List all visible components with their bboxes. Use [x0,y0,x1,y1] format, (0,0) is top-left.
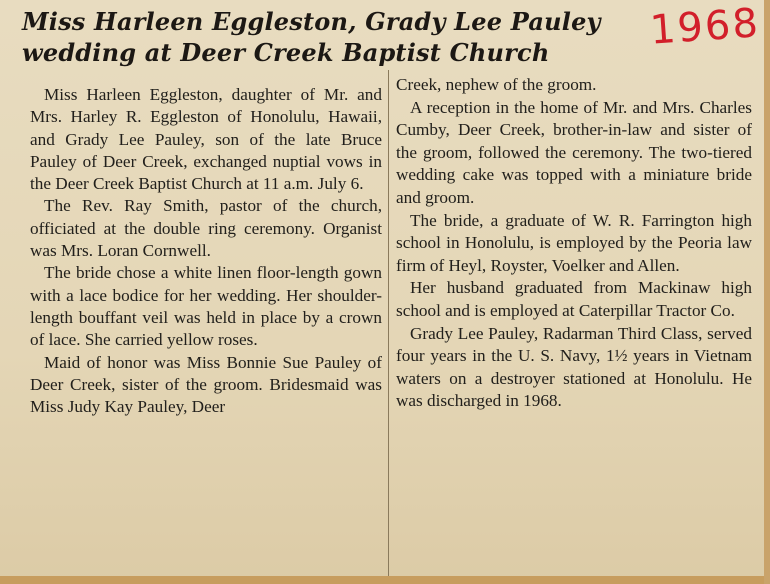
left-paragraph-1: Miss Harleen Eggleston, daughter of Mr. and Mrs. Harley R. Eggleston of Honolulu, Hawaii, and Grady Lee Pauley, son of the late Bruce Pauley of Deer Creek, exchanged nuptial vows in the Deer Creek Baptist Church at 11 a.m. July 6. [30,85,382,194]
right-paragraph-4: Her husband graduated from Mackinaw high school and is employed at Caterpillar Tractor Co. [396,278,752,320]
right-paragraph-3: The bride, a graduate of W. R. Farrington high school in Honolulu, is employed by the Peoria law firm of Heyl, Royster, Voelker and Allen. [396,210,752,275]
article-column-right [396,74,752,413]
background-right-edge [764,0,770,584]
right-paragraph-1: Creek, nephew of the groom. [396,75,597,94]
headline [22,6,662,68]
torn-bottom-edge [0,576,770,584]
column-divider [388,70,389,584]
handwritten-year-annotation: 1968 [648,0,762,54]
right-paragraph-5: Grady Lee Pauley, Radarman Third Class, served four years in the U. S. Navy, 1½ years in Vietnam waters on a destroyer stationed at Honolulu. He was discharged in 1968. [396,323,752,411]
headline-line-2: wedding at Deer Creek Baptist Church [22,38,550,67]
headline-line-1: Miss Harleen Eggleston, Grady Lee Pauley [22,7,601,36]
left-paragraph-4: Maid of honor was Miss Bonnie Sue Pauley of Deer Creek, sister of the groom. Bridesmaid was Miss Judy Kay Pauley, Deer [30,352,382,417]
left-paragraph-2: The Rev. Ray Smith, pastor of the church, officiated at the double ring ceremony. Organist was Mrs. Loran Cornwell. [30,196,382,261]
right-paragraph-2: A reception in the home of Mr. and Mrs. Charles Cumby, Deer Creek, brother-in-law and sister of the groom, followed the ceremony. The two-tiered wedding cake was topped with a miniature bride and groom. [396,97,752,207]
article-column-left [30,84,382,418]
left-paragraph-3: The bride chose a white linen floor-length gown with a lace bodice for her wedding. Her shoulder-length bouffant veil was held in place by a crown of lace. She carried yellow roses. [30,263,382,350]
